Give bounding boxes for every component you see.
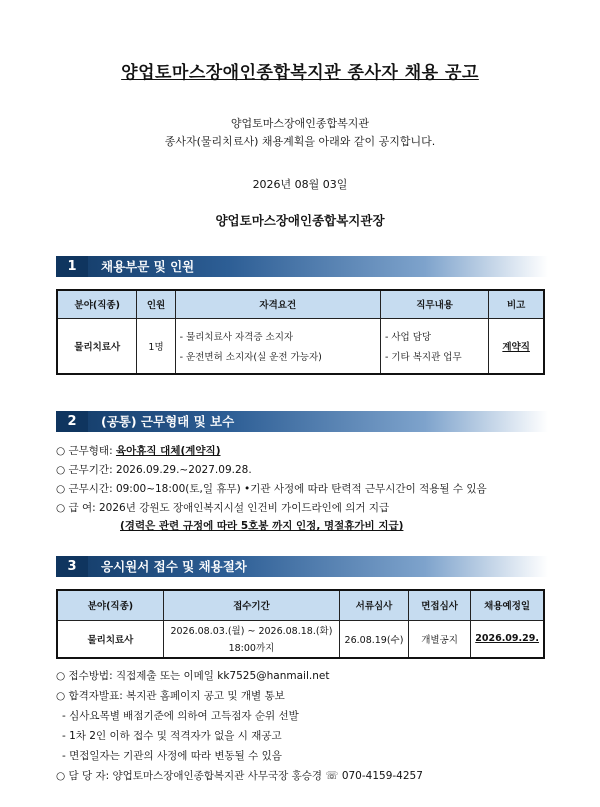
section2-number: 2 bbox=[56, 411, 88, 432]
section2-title: (공통) 근무형태 및 보수 bbox=[101, 414, 235, 429]
section1-title: 채용부문 및 인원 bbox=[101, 259, 195, 274]
period-line-2: 18:00까지 bbox=[228, 643, 275, 655]
page-title: 양업토마스장애인종합복지관 종사자 채용 공고 bbox=[121, 63, 479, 83]
signer: 양업토마스장애인종합복지관장 bbox=[215, 213, 385, 228]
work-form-label: ○ 근무형태: bbox=[56, 445, 116, 457]
selection-note-3: - 면접일자는 기관의 사정에 따라 변동될 수 있음 bbox=[62, 750, 282, 762]
header-duty: 직무내용 bbox=[380, 290, 488, 318]
cell-count: 1명 bbox=[137, 318, 175, 374]
cell-duty bbox=[380, 318, 488, 374]
notice-date: 2026년 08월 03일 bbox=[252, 178, 348, 191]
cell-qualification bbox=[175, 318, 380, 374]
work-period: ○ 근무기간: 2026.09.29.~2027.09.28. bbox=[56, 464, 252, 476]
cell-note: 계약직 bbox=[489, 318, 544, 374]
header-field: 분야(직종) bbox=[57, 290, 137, 318]
apply-method: ○ 접수방법: 직접제출 또는 이메일 kk7525@hanmail.net bbox=[56, 670, 330, 682]
cell-hire-date: 2026.09.29. bbox=[471, 620, 544, 658]
cell-interview: 개별공지 bbox=[408, 620, 470, 658]
table-header-row bbox=[57, 590, 544, 620]
result-announcement: ○ 합격자발표: 복지관 홈페이지 공고 및 개별 통보 bbox=[56, 690, 285, 702]
salary-note: (경력은 관련 규정에 따라 5호봉 까지 인정, 명절휴가비 지급) bbox=[120, 520, 404, 532]
contact-person: ○ 담 당 자: 양업토마스장애인종합복지관 사무국장 홍승경 ☏ 070-4159-4257 bbox=[56, 770, 423, 782]
intro-org: 양업토마스장애인종합복지관 bbox=[230, 117, 370, 130]
table-header-row bbox=[57, 290, 544, 318]
section2-header bbox=[56, 411, 548, 432]
work-form-value: 육아휴직 대체(계약직) bbox=[115, 445, 221, 457]
header-period: 접수기간 bbox=[163, 590, 339, 620]
section3-header bbox=[56, 556, 548, 577]
header-interview: 면접심사 bbox=[408, 590, 470, 620]
header-note: 비고 bbox=[489, 290, 544, 318]
period-line-1: 2026.08.03.(월) ~ 2026.08.18.(화) bbox=[170, 626, 333, 638]
header-doc-review: 서류심사 bbox=[340, 590, 409, 620]
work-form bbox=[56, 443, 221, 458]
qual-line-2: - 운전면허 소지자(실 운전 가능자) bbox=[179, 351, 322, 363]
header-hire-date: 채용예정일 bbox=[471, 590, 544, 620]
cell-period bbox=[163, 620, 339, 658]
cell-doc-review: 26.08.19(수) bbox=[340, 620, 409, 658]
section1-number: 1 bbox=[56, 256, 88, 277]
section3-title: 응시원서 접수 및 채용절차 bbox=[101, 559, 247, 574]
salary: ○ 급 여: 2026년 강원도 장애인복지시설 인건비 가이드라인에 의거 지급 bbox=[56, 502, 390, 514]
cell-field: 물리치료사 bbox=[57, 318, 137, 374]
header-field: 분야(직종) bbox=[57, 590, 163, 620]
table-row bbox=[57, 620, 544, 658]
cell-field: 물리치료사 bbox=[57, 620, 163, 658]
section1-header bbox=[56, 256, 548, 277]
duty-line-1: - 사업 담당 bbox=[384, 331, 432, 343]
procedure-table bbox=[56, 589, 545, 659]
section3-number: 3 bbox=[56, 556, 88, 577]
table-row bbox=[57, 318, 544, 374]
intro-notice: 종사자(물리치료사) 채용계획을 아래와 같이 공지합니다. bbox=[164, 135, 436, 148]
work-hours: ○ 근무시간: 09:00~18:00(토,일 휴무) •기관 사정에 따라 탄력적 근무시간이 적용될 수 있음 bbox=[56, 483, 487, 495]
selection-note-2: - 1차 2인 이하 접수 및 적격자가 없을 시 재공고 bbox=[62, 730, 282, 742]
selection-note-1: - 심사요목별 배점기준에 의하여 고득점자 순위 선발 bbox=[62, 710, 299, 722]
qual-line-1: - 물리치료사 자격증 소지자 bbox=[179, 331, 294, 343]
header-count: 인원 bbox=[137, 290, 175, 318]
duty-line-2: - 기타 복지관 업무 bbox=[384, 351, 462, 363]
header-qualification: 자격요건 bbox=[175, 290, 380, 318]
recruit-table bbox=[56, 289, 545, 375]
